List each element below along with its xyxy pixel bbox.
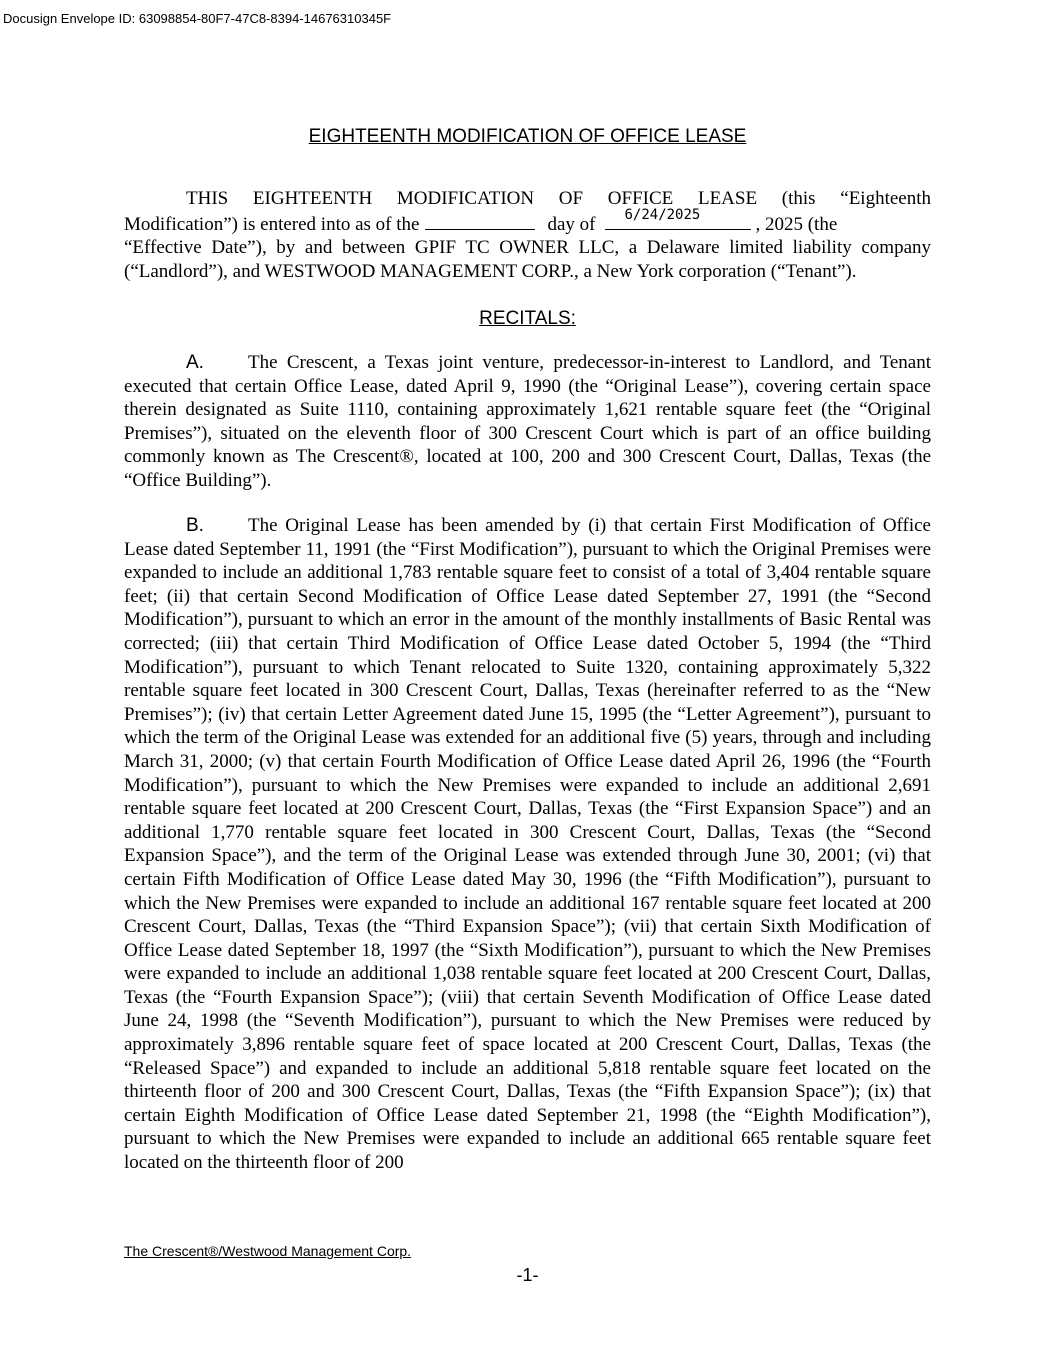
footer-text: The Crescent®/Westwood Management Corp.: [124, 1243, 412, 1259]
intro-line-2-start: Modification”) is entered into as of the: [124, 213, 420, 235]
intro-line-1-text: THIS EIGHTEENTH MODIFICATION OF OFFICE LEASE (this “Eighteenth: [186, 188, 931, 209]
day-blank-field[interactable]: [425, 211, 535, 230]
document-title: EIGHTEENTH MODIFICATION OF OFFICE LEASE: [308, 126, 747, 147]
intro-line-2-end: , 2025 (the: [755, 213, 838, 235]
recitals-heading: RECITALS:: [479, 308, 576, 329]
docusign-envelope-id: Docusign Envelope ID: 63098854-80F7-47C8-8394-14676310345F: [3, 11, 392, 26]
page-number: -1-: [516, 1265, 539, 1285]
recital-b: [124, 514, 931, 1175]
signed-date-value: 6/24/2025: [624, 207, 701, 223]
intro-day-of: day of: [547, 213, 596, 235]
intro-rest: “Effective Date”), by and between GPIF TC OWNER LLC, a Delaware limited liability company (“Landlord”), and WESTWOOD MANAGEMENT CORP., a New York corporation (“Tenant”).: [124, 237, 931, 282]
intro-line-1: [124, 187, 931, 211]
recital-b-text: The Original Lease has been amended by (i) that certain First Modification of Office Lease dated September 11, 1991 (the “First Modification”), pursuant to which the Original Premises were expanded to include an additional 1,783 rentable square feet to consist of a total of 3,404 rentable square feet; (ii) that certain Second Modification of Office Lease dated September 27, 1991 (the “Second Modification”), pursuant to which an error in the amount of the monthly installments of Basic Rental was corrected; (iii) that certain Third Modification of Office Lease dated October 5, 1994 (the “Third Modification”), pursuant to which Tenant relocated to Suite 1320, containing approximately 5,322 rentable square feet located in 300 Crescent Court, Dallas, Texas (hereinafter referred to as the “New Premises”); (iv) that certain Letter Agreement dated June 15, 1995 (the “Letter Agreement”), pursuant to which the term of the Original Lease was extended for an additional five (5) years, through and including March 31, 2000; (v) that certain Fourth Modification of Office Lease dated April 26, 1996 (the “Fourth Modification”), pursuant to which the New Premises were expanded to include an additional 2,691 rentable square feet located at 200 Crescent Court, Dallas, Texas (the “First Expansion Space”) and an additional 1,770 rentable square feet located in 300 Crescent Court, Dallas, Texas (the “Second Expansion Space”), and the term of the Original Lease was extended through June 30, 2001; (vi) that certain Fifth Modification of Office Lease dated May 30, 1996 (the “Fifth Modification”), pursuant to which the New Premises were expanded to include an additional 167 rentable square feet located at 200 Crescent Court, Dallas, Texas (the “Third Expansion Space”); (vii) that certain Sixth Modification of Office Lease dated September 18, 1997 (the “Sixth Modification”), pursuant to which the New Premises were expanded to include an additional 1,038 rentable square feet located at 200 Crescent Court, Dallas, Texas (the “Fourth Expansion Space”); (viii) that certain Seventh Modification of Office Lease dated June 24, 1998 (the “Seventh Modification”), pursuant to which the New Premises were reduced by approximately 3,896 rentable square feet of space located at 200 Crescent Court, Dallas, Texas (the “Released Space”) and expanded to include an additional 5,818 rentable square feet located on the thirteenth floor of 200 and 300 Crescent Court, Dallas, Texas (the “Fifth Expansion Space”); (ix) that certain Eighth Modification of Office Lease dated September 21, 1998 (the “Eighth Modification”), pursuant to which the New Premises were expanded to include an additional 665 rentable square feet located on the thirteenth floor of 200: [124, 515, 931, 1174]
recital-a-text: The Crescent, a Texas joint venture, predecessor-in-interest to Landlord, and Tenant executed that certain Office Lease, dated April 9, 1990 (the “Original Lease”), covering certain space therein designated as Suite 1110, containing approximately 1,621 rentable square feet (the “Original Premises”), situated on the eleventh floor of 300 Crescent Court which is part of an office building commonly known as The Crescent®, located at 100, 200 and 300 Crescent Court, Dallas, Texas (the “Office Building”).: [124, 352, 931, 491]
intro-paragraph: [124, 187, 931, 283]
recital-b-label: B.: [186, 515, 204, 536]
signed-date-field[interactable]: [605, 207, 751, 230]
recital-a-label: A.: [186, 352, 204, 373]
intro-line-2: [124, 207, 931, 237]
recital-a: [124, 351, 931, 493]
